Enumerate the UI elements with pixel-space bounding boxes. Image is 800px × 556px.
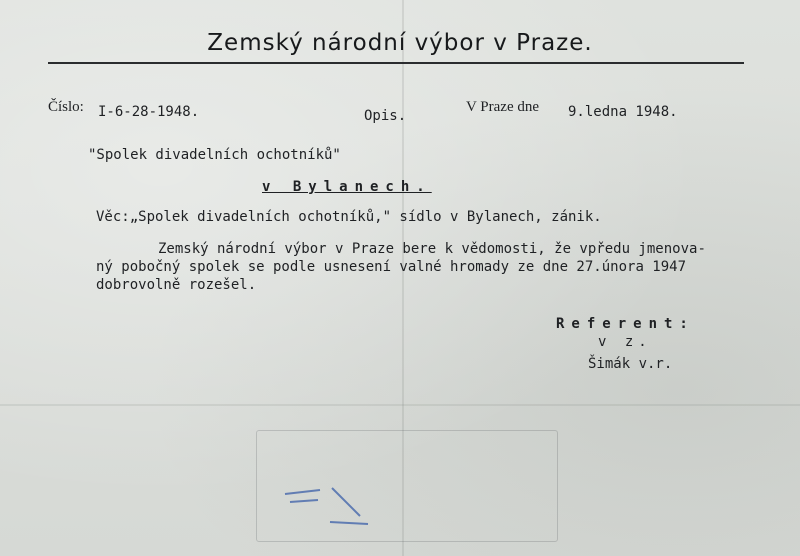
recipient-place: v Bylanech. <box>262 179 432 195</box>
date-value: 9.ledna 1948. <box>568 104 678 120</box>
signature-name: Šimák v.r. <box>588 356 673 372</box>
body-line-2: ný pobočný spolek se podle usnesení valné hromady ze dne 27.února 1947 <box>96 259 687 275</box>
body-line-3: dobrovolně rozešel. <box>96 277 257 293</box>
body-line-1: Zemský národní výbor v Praze bere k vědomosti, že vpředu jmenova- <box>158 241 706 257</box>
pencil-marks <box>280 480 370 530</box>
letterhead-title: Zemský národní výbor v Praze. <box>207 30 593 56</box>
signature-vz: v z. <box>598 334 652 350</box>
copy-mark: Opis. <box>364 108 407 124</box>
recipient-name: "Spolek divadelních ochotníků" <box>88 147 341 163</box>
subject-line: Věc:„Spolek divadelních ochotníků," sídlo v Bylanech, zánik. <box>96 209 602 225</box>
signature-role: Referent: <box>556 316 695 332</box>
number-label: Číslo: <box>48 99 84 115</box>
paper-fold-horizontal <box>0 404 800 406</box>
reference-number: I-6-28-1948. <box>98 104 200 120</box>
place-label: V Praze dne <box>466 99 540 115</box>
letterhead-rule <box>48 62 744 64</box>
